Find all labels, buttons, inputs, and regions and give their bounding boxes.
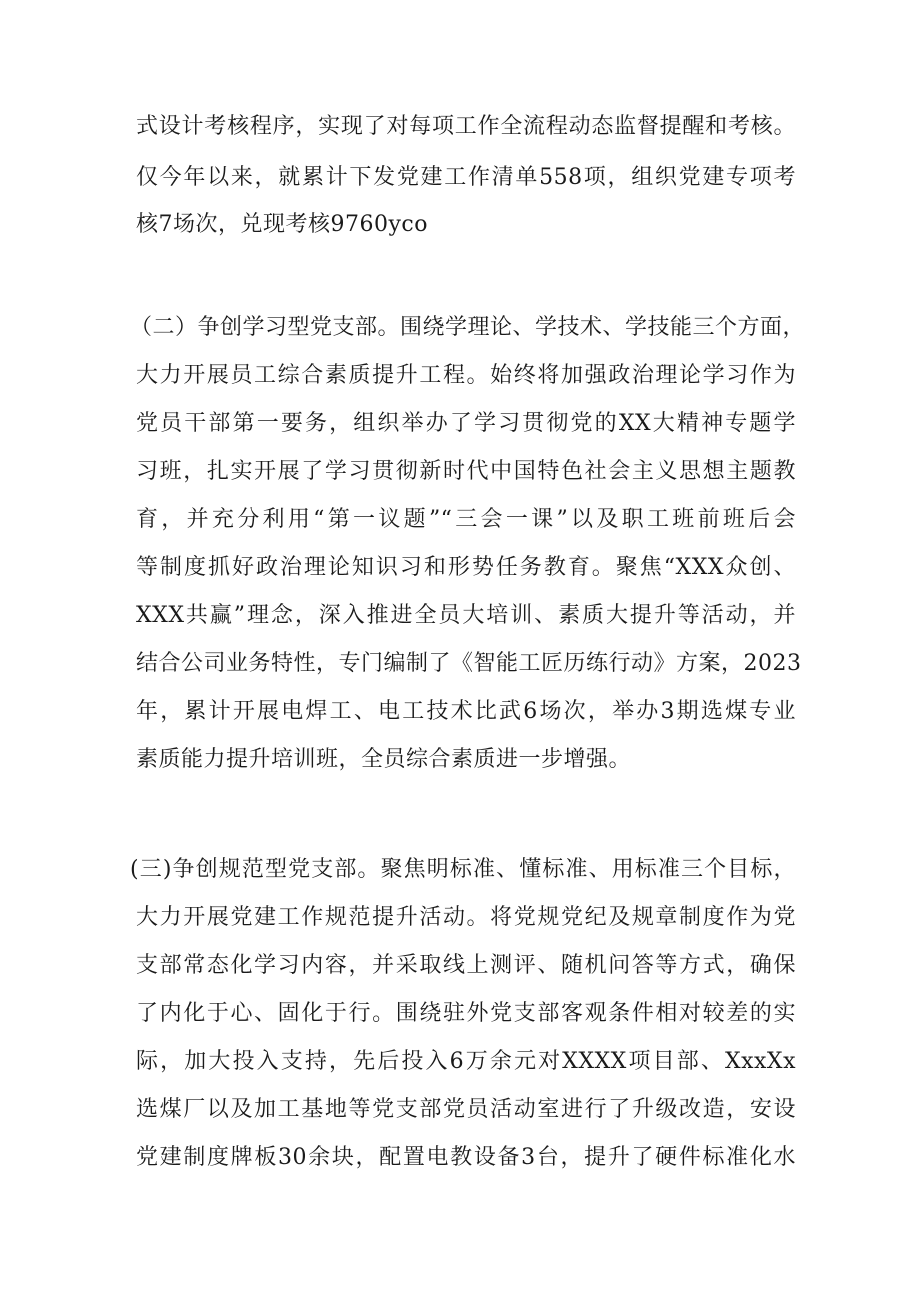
paragraph-1-line-1: 式设计考核程序，实现了对每项工作全流程动态监督提醒和考核。 xyxy=(136,114,796,139)
paragraph-2-line-4: 习班，扎实开展了学习贯彻新时代中国特色社会主义思想主题教 xyxy=(136,459,796,484)
paragraph-2-line-3: 党员干部第一要务，组织举办了学习贯彻党的XX大精神专题学 xyxy=(136,411,796,436)
paragraph-2-line-6: 等制度抓好政治理论知识习和形势任务教育。聚焦“XXX众创、 xyxy=(136,555,796,580)
paragraph-3-line-3: 支部常态化学习内容，并采取线上测评、随机问答等方式，确保 xyxy=(136,953,796,978)
paragraph-2-line-8: 结合公司业务特性，专门编制了《智能工匠历练行动》方案，2023 xyxy=(136,651,802,676)
paragraph-3-line-7: 党建制度牌板30余块，配置电教设备3台，提升了硬件标准化水 xyxy=(136,1145,796,1170)
paragraph-2-line-9: 年，累计开展电焊工、电工技术比武6场次，举办3期选煤专业 xyxy=(136,699,796,724)
paragraph-3-line-1: (三)争创规范型党支部。聚焦明标准、懂标准、用标准三个目标， xyxy=(130,857,796,882)
paragraph-2-line-2: 大力开展员工综合素质提升工程。始终将加强政治理论学习作为 xyxy=(136,363,796,388)
paragraph-3-line-6: 选煤厂以及加工基地等党支部党员活动室进行了升级改造，安设 xyxy=(136,1097,796,1122)
paragraph-2-line-7: XXX共赢”理念，深入推进全员大培训、素质大提升等活动，并 xyxy=(136,603,796,628)
paragraph-2-line-1: （二）争创学习型党支部。围绕学理论、学技术、学技能三个方面， xyxy=(130,315,806,340)
paragraph-3-line-4: 了内化于心、固化于行。围绕驻外党支部客观条件相对较差的实 xyxy=(136,1001,796,1026)
paragraph-3-line-2: 大力开展党建工作规范提升活动。将党规党纪及规章制度作为党 xyxy=(136,905,796,930)
paragraph-3-line-5: 际，加大投入支持，先后投入6万余元对XXXX项目部、XxxXx xyxy=(136,1049,796,1074)
paragraph-2-line-5: 育，并充分利用“第一议题”“三会一课”以及职工班前班后会 xyxy=(136,507,796,532)
paragraph-2-line-10: 素质能力提升培训班，全员综合素质进一步增强。 xyxy=(136,747,632,772)
paragraph-1-line-2: 仅今年以来，就累计下发党建工作清单558项，组织党建专项考 xyxy=(136,165,796,190)
paragraph-1-line-3: 核7场次，兑现考核9760yco xyxy=(136,212,428,237)
